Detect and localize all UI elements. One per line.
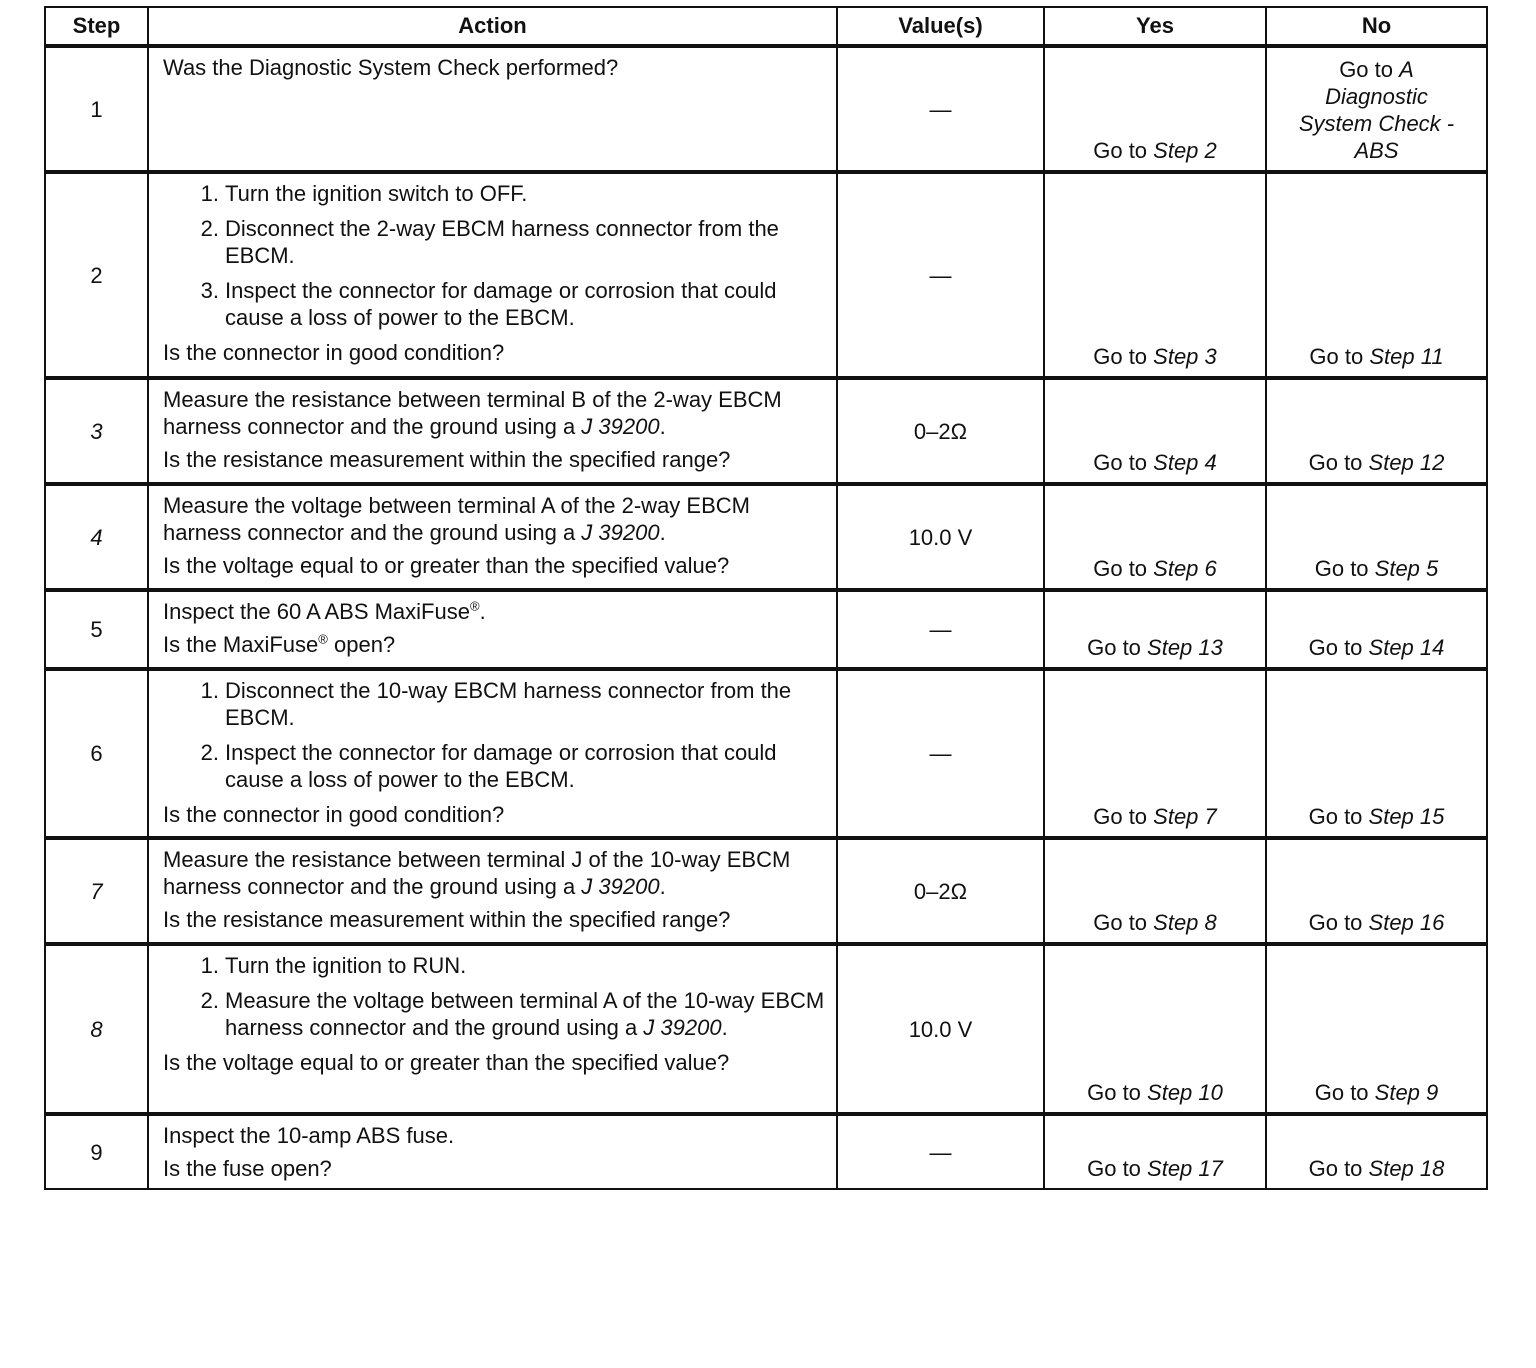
no-cell xyxy=(1266,838,1487,944)
step-number: 2 xyxy=(45,172,148,378)
action-cell xyxy=(148,378,837,484)
header-values: Value(s) xyxy=(837,7,1044,46)
yes-prefix: Go to xyxy=(1093,556,1154,581)
yes-cell xyxy=(1044,590,1266,669)
list-item-number: 2. xyxy=(200,988,219,1013)
no-step-link[interactable]: Step 15 xyxy=(1368,804,1445,829)
no-step-link[interactable]: Step 11 xyxy=(1369,344,1444,369)
header-action: Action xyxy=(148,7,837,46)
table-row xyxy=(45,944,1487,1114)
step-number: 8 xyxy=(45,944,148,1114)
yes-cell xyxy=(1044,378,1266,484)
no-cell xyxy=(1266,944,1487,1114)
step-number: 1 xyxy=(45,46,148,172)
no-cell xyxy=(1266,484,1487,590)
no-prefix: Go to xyxy=(1308,1156,1369,1181)
list-item xyxy=(163,739,826,793)
tool-reference: J 39200 xyxy=(581,874,660,899)
action-cell xyxy=(148,1114,837,1189)
no-step-link[interactable]: Step 16 xyxy=(1368,910,1445,935)
no-prefix: Go to xyxy=(1314,556,1375,581)
yes-cell xyxy=(1044,838,1266,944)
instruction-text: Inspect the 60 A ABS MaxiFuse xyxy=(163,599,470,624)
table-row xyxy=(45,669,1487,838)
yes-step-link[interactable]: Step 2 xyxy=(1153,138,1217,163)
value-cell: — xyxy=(837,590,1044,669)
list-item-number: 1. xyxy=(200,953,219,978)
yes-cell xyxy=(1044,484,1266,590)
action-question: Is the connector in good condition? xyxy=(163,340,505,365)
action-question: Is the connector in good condition? xyxy=(163,802,505,827)
instruction-end: . xyxy=(479,599,486,624)
table-row xyxy=(45,484,1487,590)
table-row xyxy=(45,172,1487,378)
yes-prefix: Go to xyxy=(1087,635,1148,660)
no-cell xyxy=(1266,46,1487,172)
list-item-number: 3. xyxy=(200,278,219,303)
action-instruction: Inspect the 10-amp ABS fuse. xyxy=(163,1123,455,1148)
list-item-text: Turn the ignition to RUN. xyxy=(225,953,467,978)
action-question xyxy=(163,631,826,658)
list-item xyxy=(163,677,826,731)
header-row xyxy=(45,7,1487,46)
list-item-number: 2. xyxy=(200,216,219,241)
list-item-number: 1. xyxy=(200,678,219,703)
yes-prefix: Go to xyxy=(1093,344,1154,369)
yes-step-link[interactable]: Step 13 xyxy=(1147,635,1223,660)
no-prefix: Go to xyxy=(1309,344,1370,369)
list-item-number: 1. xyxy=(200,181,219,206)
yes-step-link[interactable]: Step 7 xyxy=(1153,804,1217,829)
yes-step-link[interactable]: Step 6 xyxy=(1153,556,1217,581)
no-prefix: Go to xyxy=(1314,1080,1375,1105)
list-item-text: Inspect the connector for damage or corrosion that could cause a loss of power to the EBCM. xyxy=(225,278,777,330)
yes-prefix: Go to xyxy=(1093,450,1154,475)
no-step-link[interactable]: Step 12 xyxy=(1368,450,1445,475)
value-cell: 10.0 V xyxy=(837,944,1044,1114)
yes-cell xyxy=(1044,46,1266,172)
action-cell xyxy=(148,944,837,1114)
action-cell xyxy=(148,172,837,378)
action-question: Is the resistance measurement within the specified range? xyxy=(163,447,731,472)
no-cell xyxy=(1266,172,1487,378)
table-row xyxy=(45,1114,1487,1189)
header-step: Step xyxy=(45,7,148,46)
no-cell xyxy=(1266,378,1487,484)
yes-cell xyxy=(1044,669,1266,838)
step-number: 6 xyxy=(45,669,148,838)
list-item xyxy=(163,215,826,269)
list-item-text: Disconnect the 2-way EBCM harness connector from the EBCM. xyxy=(225,216,779,268)
action-instruction xyxy=(163,598,826,625)
step-number: 4 xyxy=(45,484,148,590)
list-item-text: Inspect the connector for damage or corrosion that could cause a loss of power to the EBCM. xyxy=(225,740,777,792)
value-cell: — xyxy=(837,1114,1044,1189)
yes-cell xyxy=(1044,944,1266,1114)
registered-mark: ® xyxy=(469,598,480,614)
instruction-end: . xyxy=(659,874,666,899)
instruction-text: Measure the voltage between terminal A of the 2-way EBCM harness connector and the ground using a xyxy=(163,493,750,545)
no-prefix: Go to xyxy=(1339,57,1400,82)
yes-cell xyxy=(1044,172,1266,378)
action-cell xyxy=(148,669,837,838)
action-cell xyxy=(148,46,837,172)
list-item xyxy=(163,952,826,979)
value-cell: 0–2Ω xyxy=(837,838,1044,944)
list-item-text xyxy=(225,987,826,1041)
no-step-link[interactable]: Step 18 xyxy=(1368,1156,1445,1181)
yes-step-link[interactable]: Step 8 xyxy=(1153,910,1217,935)
value-cell: 10.0 V xyxy=(837,484,1044,590)
action-list xyxy=(163,180,826,331)
question-text: Is the MaxiFuse xyxy=(163,632,319,657)
yes-prefix: Go to xyxy=(1087,1080,1148,1105)
tool-reference: J 39200 xyxy=(643,1015,722,1040)
step-number: 7 xyxy=(45,838,148,944)
no-cell xyxy=(1266,590,1487,669)
action-list xyxy=(163,952,826,1041)
list-item xyxy=(163,987,826,1041)
header-no: No xyxy=(1266,7,1487,46)
yes-step-link[interactable]: Step 3 xyxy=(1153,344,1217,369)
yes-step-link[interactable]: Step 4 xyxy=(1153,450,1217,475)
action-list xyxy=(163,677,826,793)
action-cell xyxy=(148,590,837,669)
no-prefix: Go to xyxy=(1308,450,1369,475)
diagnostic-table xyxy=(44,6,1488,1190)
action-question: Is the resistance measurement within the specified range? xyxy=(163,907,731,932)
list-item xyxy=(163,180,826,207)
list-item-text: Disconnect the 10-way EBCM harness connector from the EBCM. xyxy=(225,678,792,730)
yes-step-link[interactable]: Step 10 xyxy=(1147,1080,1223,1105)
value-cell: 0–2Ω xyxy=(837,378,1044,484)
table-row xyxy=(45,46,1487,172)
no-step-link[interactable]: Step 14 xyxy=(1368,635,1445,660)
tool-reference: J 39200 xyxy=(581,414,660,439)
no-cell xyxy=(1266,1114,1487,1189)
yes-prefix: Go to xyxy=(1093,910,1154,935)
action-question: Is the fuse open? xyxy=(163,1156,332,1181)
no-prefix: Go to xyxy=(1308,635,1369,660)
no-prefix: Go to xyxy=(1308,910,1369,935)
instruction-text: Measure the voltage between terminal A of the 10-way EBCM harness connector and the ground using a xyxy=(225,988,825,1040)
value-cell: — xyxy=(837,172,1044,378)
value-cell: — xyxy=(837,669,1044,838)
table-row xyxy=(45,590,1487,669)
step-number: 3 xyxy=(45,378,148,484)
instruction-text: Measure the resistance between terminal J of the 10-way EBCM harness connector and the ground using a xyxy=(163,847,791,899)
no-prefix: Go to xyxy=(1308,804,1369,829)
table-row xyxy=(45,378,1487,484)
no-step-link[interactable]: Step 9 xyxy=(1374,1080,1439,1105)
action-question: Is the voltage equal to or greater than the specified value? xyxy=(163,1050,730,1075)
action-cell xyxy=(148,484,837,590)
list-item-text: Turn the ignition switch to OFF. xyxy=(225,181,528,206)
step-number: 5 xyxy=(45,590,148,669)
action-instruction xyxy=(163,846,826,900)
action-question: Was the Diagnostic System Check performed? xyxy=(163,55,619,80)
tool-reference: J 39200 xyxy=(581,520,660,545)
action-instruction xyxy=(163,386,826,440)
table-row xyxy=(45,838,1487,944)
yes-prefix: Go to xyxy=(1087,1156,1148,1181)
yes-step-link[interactable]: Step 17 xyxy=(1147,1156,1223,1181)
action-cell xyxy=(148,838,837,944)
instruction-end: . xyxy=(659,414,666,439)
step-number: 9 xyxy=(45,1114,148,1189)
yes-cell xyxy=(1044,1114,1266,1189)
list-item xyxy=(163,277,826,331)
action-instruction xyxy=(163,492,826,546)
yes-prefix: Go to xyxy=(1093,138,1154,163)
value-cell: — xyxy=(837,46,1044,172)
instruction-end: . xyxy=(659,520,666,545)
no-step-link[interactable]: Step 5 xyxy=(1374,556,1439,581)
instruction-text: Measure the resistance between terminal B of the 2-way EBCM harness connector and the ground using a xyxy=(163,387,782,439)
action-question: Is the voltage equal to or greater than the specified value? xyxy=(163,553,730,578)
no-step-link[interactable]: A Diagnostic System Check - ABS xyxy=(1298,57,1455,163)
header-yes: Yes xyxy=(1044,7,1266,46)
registered-mark: ® xyxy=(318,631,328,647)
no-cell xyxy=(1266,669,1487,838)
list-item-number: 2. xyxy=(200,740,219,765)
yes-prefix: Go to xyxy=(1093,804,1154,829)
question-end: open? xyxy=(327,632,396,657)
instruction-end: . xyxy=(721,1015,728,1040)
